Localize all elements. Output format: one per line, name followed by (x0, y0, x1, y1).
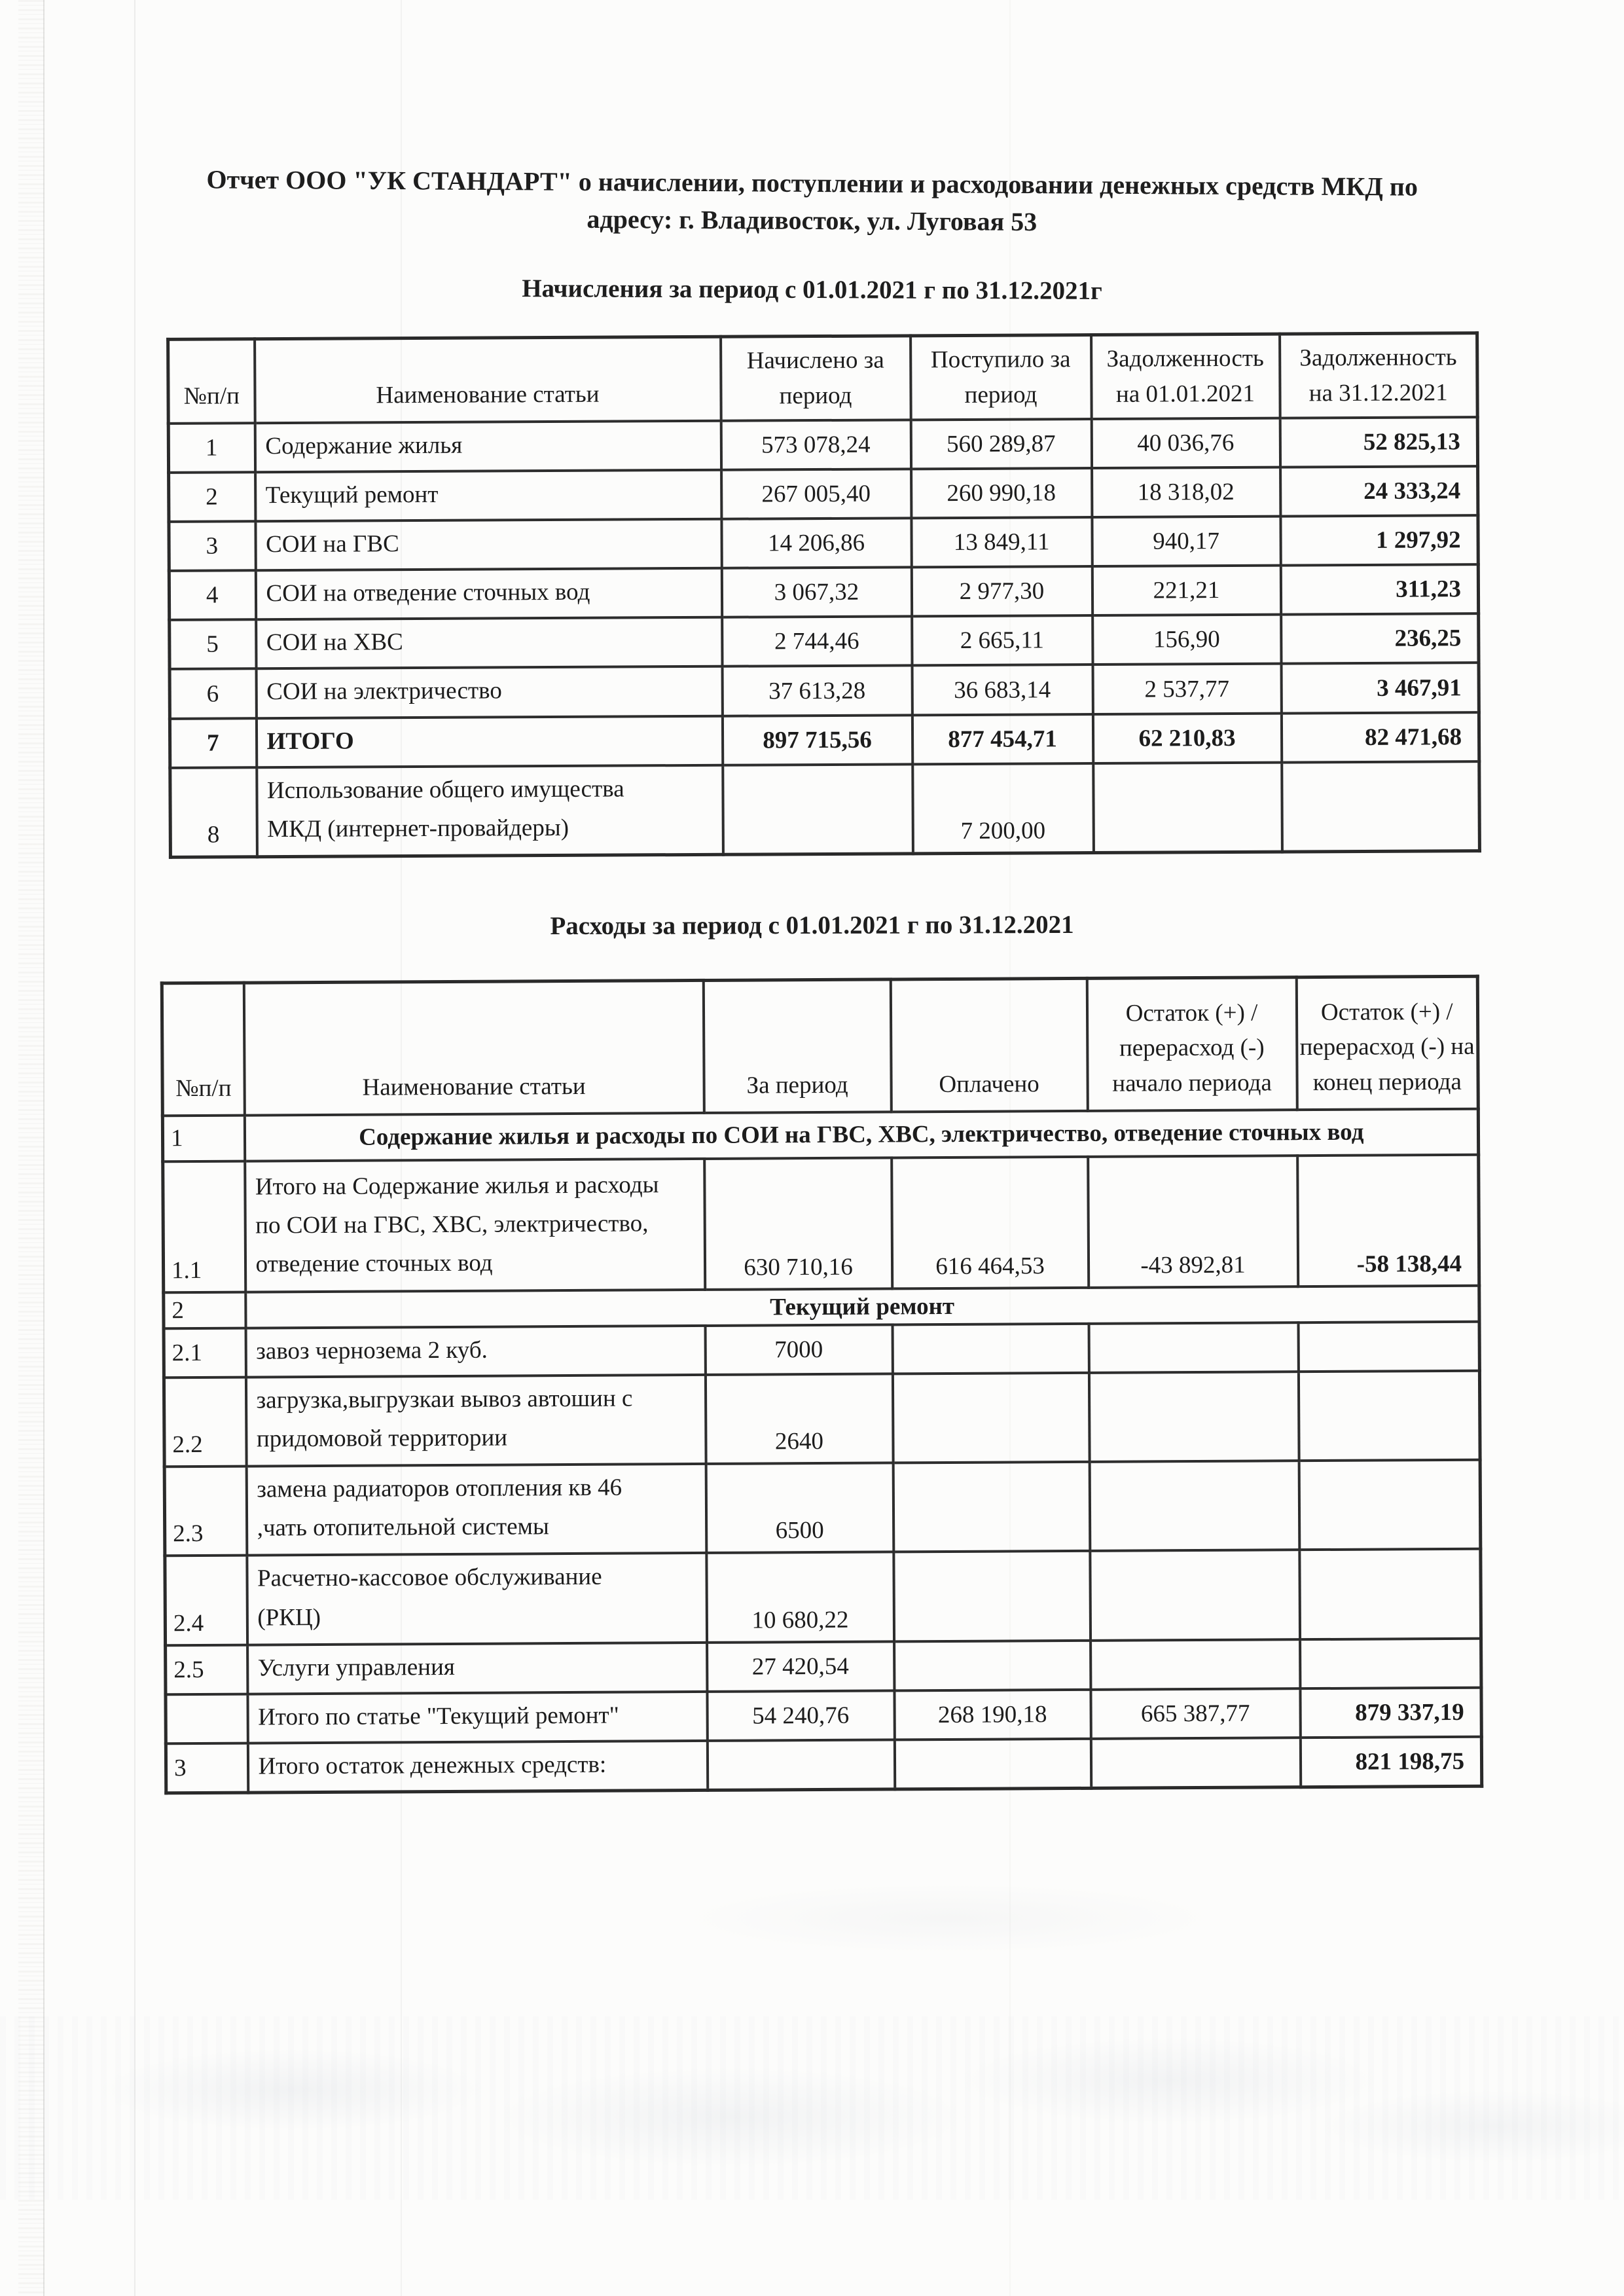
cell-received: 260 990,18 (911, 467, 1092, 518)
accruals-table (166, 331, 1481, 859)
accruals-header-row (168, 333, 1478, 423)
cell-item-name: загрузка,выгрузкаи вывоз автошин с придомовой территории (245, 1374, 706, 1466)
cell-balance-start (1091, 1738, 1300, 1788)
column-header-num: №п/п (168, 338, 255, 423)
table-row (166, 1638, 1481, 1694)
column-header-debt-end: Задолженность на 31.12.2021 (1280, 333, 1478, 417)
cell-row-number: 1.1 (163, 1161, 245, 1292)
table-row (164, 1370, 1480, 1467)
column-header-debt-start: Задолженность на 01.01.2021 (1091, 334, 1280, 418)
cell-item-name: Расчетно-кассовое обслуживание (РКЦ) (247, 1553, 707, 1645)
cell-paid (893, 1462, 1090, 1552)
cell-received: 2 665,11 (912, 615, 1092, 666)
accruals-section-title: Начисления за период с 01.01.2021 г по 31.12.2021г (522, 274, 1102, 305)
table-row (162, 1108, 1478, 1161)
table-row (163, 1154, 1479, 1292)
cell-row-number: 2 (164, 1292, 245, 1328)
cell-period (707, 1740, 894, 1790)
cell-balance-end (1298, 1370, 1480, 1461)
cell-balance-start: 665 387,77 (1091, 1688, 1300, 1739)
cell-row-number: 2.4 (165, 1556, 247, 1645)
cell-balance-start (1091, 1639, 1300, 1690)
cell-debt-start: 62 210,83 (1092, 713, 1281, 763)
cell-period: 2640 (705, 1374, 893, 1464)
cell-item-name: СОИ на ХВС (256, 617, 722, 669)
cell-item-name: Итого по статье "Текущий ремонт" (247, 1692, 707, 1743)
cell-item-name: СОИ на электричество (256, 666, 722, 718)
column-header-name: Наименование статьи (244, 980, 704, 1115)
table-row (165, 1549, 1481, 1645)
cell-row-number: 2.2 (164, 1377, 246, 1467)
cell-section-title: Содержание жилья и расходы по СОИ на ГВС, ХВС, электричество, отведение сточных вод (244, 1108, 1478, 1161)
table-row (170, 761, 1480, 858)
cell-balance-start (1090, 1550, 1300, 1640)
cell-row-number: 7 (170, 718, 256, 767)
cell-period: 630 710,16 (704, 1157, 892, 1289)
cell-paid: 268 190,18 (894, 1690, 1091, 1740)
cell-row-number: 3 (169, 521, 255, 571)
cell-accrued: 37 613,28 (722, 665, 912, 716)
table-row (166, 1737, 1481, 1793)
cell-received: 560 289,87 (911, 418, 1091, 469)
table-row (170, 663, 1479, 718)
cell-row-number: 3 (166, 1743, 247, 1793)
table-row (170, 712, 1479, 767)
column-header-accrued: Начислено за период (721, 335, 911, 420)
cell-debt-end: 1 297,92 (1280, 515, 1478, 566)
cell-accrued: 14 206,86 (721, 518, 911, 568)
cell-received: 13 849,11 (911, 517, 1092, 567)
column-header-paid: Оплачено (890, 978, 1087, 1112)
cell-row-number: 2.1 (164, 1328, 245, 1377)
cell-item-name: СОИ на ГВС (255, 519, 721, 570)
cell-balance-end (1300, 1638, 1481, 1688)
cell-item-name: ИТОГО (256, 716, 722, 767)
table-row (169, 564, 1478, 620)
cell-item-name: Текущий ремонт (255, 469, 721, 521)
cell-paid (894, 1739, 1091, 1789)
cell-period: 54 240,76 (707, 1690, 894, 1741)
cell-debt-start: 940,17 (1092, 516, 1280, 566)
cell-debt-start: 2 537,77 (1092, 664, 1281, 714)
table-row (164, 1321, 1479, 1377)
cell-debt-end: 236,25 (1281, 613, 1479, 664)
cell-row-number: 2 (169, 472, 255, 522)
cell-period: 6500 (706, 1463, 893, 1553)
cell-debt-start (1093, 762, 1282, 852)
scan-smudge-bottom (0, 2016, 1624, 2200)
cell-accrued: 3 067,32 (721, 567, 911, 617)
cell-paid: 616 464,53 (892, 1156, 1089, 1288)
cell-row-number: 1 (162, 1115, 244, 1161)
cell-balance-end: 879 337,19 (1300, 1688, 1481, 1738)
cell-balance-start: -43 892,81 (1088, 1155, 1298, 1287)
cell-balance-end (1299, 1460, 1481, 1550)
cell-row-number: 8 (170, 767, 257, 858)
cell-received: 7 200,00 (912, 763, 1094, 853)
cell-debt-start: 40 036,76 (1091, 418, 1280, 468)
cell-accrued: 2 744,46 (722, 616, 912, 666)
table-row (164, 1460, 1481, 1556)
cell-debt-end: 3 467,91 (1281, 663, 1479, 713)
cell-accrued (723, 764, 913, 854)
cell-debt-end: 24 333,24 (1280, 465, 1478, 516)
cell-paid (893, 1551, 1091, 1641)
cell-balance-start (1089, 1461, 1299, 1551)
cell-received: 2 977,30 (911, 566, 1092, 617)
column-header-received: Поступило за период (911, 335, 1092, 419)
cell-debt-end: 82 471,68 (1281, 712, 1479, 762)
cell-section-title: Текущий ремонт (245, 1285, 1479, 1328)
column-header-num: №п/п (162, 983, 244, 1116)
cell-row-number: 5 (170, 619, 256, 669)
cell-debt-start: 221,21 (1092, 565, 1280, 615)
expenses-header-row (162, 976, 1478, 1116)
cell-item-name: Итого на Содержание жилья и расходы по СОИ на ГВС, ХВС, электричество, отведение сточных вод (245, 1158, 705, 1292)
cell-row-number: 6 (170, 668, 256, 718)
expenses-section-title: Расходы за период с 01.01.2021 г по 31.12.2021 (550, 910, 1074, 940)
cell-item-name: СОИ на отведение сточных вод (255, 568, 721, 619)
table-row (168, 416, 1477, 472)
expenses-table (160, 975, 1483, 1795)
cell-row-number: 4 (169, 570, 255, 620)
cell-debt-start: 18 318,02 (1092, 467, 1280, 517)
table-row (170, 613, 1479, 669)
cell-row-number: 2.3 (164, 1466, 247, 1556)
cell-received: 877 454,71 (912, 714, 1092, 764)
cell-paid (892, 1372, 1089, 1463)
cell-debt-end: 52 825,13 (1280, 416, 1477, 467)
cell-balance-end: -58 138,44 (1297, 1154, 1479, 1286)
cell-row-number (166, 1694, 247, 1743)
cell-row-number: 2.5 (166, 1645, 247, 1694)
cell-balance-start (1089, 1322, 1298, 1372)
column-header-name: Наименование статьи (255, 337, 721, 422)
cell-debt-end: 311,23 (1280, 564, 1478, 615)
cell-paid (892, 1323, 1089, 1374)
cell-accrued: 573 078,24 (721, 419, 911, 469)
cell-accrued: 897 715,56 (722, 715, 912, 765)
table-row (164, 1285, 1479, 1328)
cell-period: 27 420,54 (707, 1641, 894, 1692)
table-row (166, 1688, 1481, 1744)
cell-item-name: Использование общего имущества МКД (интернет-провайдеры) (257, 765, 723, 856)
cell-received: 36 683,14 (912, 665, 1092, 715)
table-row (169, 515, 1478, 571)
cell-item-name: Услуги управления (247, 1643, 707, 1694)
cell-item-name: Итого остаток денежных средств: (247, 1741, 707, 1793)
column-header-balance-end: Остаток (+) / перерасход (-) на конец периода (1296, 976, 1478, 1109)
cell-balance-end: 821 198,75 (1300, 1737, 1481, 1787)
cell-period: 10 680,22 (706, 1552, 894, 1643)
cell-accrued: 267 005,40 (721, 469, 911, 519)
cell-debt-start: 156,90 (1092, 614, 1281, 665)
column-header-period: За период (703, 979, 891, 1112)
cell-row-number: 1 (168, 422, 255, 472)
cell-paid (894, 1640, 1091, 1690)
column-header-balance-start: Остаток (+) / перерасход (-) начало периода (1087, 977, 1297, 1110)
scan-smudge (589, 1879, 1309, 1958)
table-row (169, 465, 1478, 521)
cell-balance-end (1298, 1321, 1479, 1372)
cell-item-name: замена радиаторов отопления кв 46 ,чать отопительной системы (246, 1464, 706, 1556)
cell-balance-end (1299, 1549, 1481, 1639)
cell-debt-end (1282, 761, 1480, 852)
cell-item-name: завоз чернозема 2 куб. (245, 1325, 705, 1377)
cell-period: 7000 (705, 1324, 892, 1375)
cell-balance-start (1089, 1372, 1299, 1462)
cell-item-name: Содержание жилья (255, 420, 721, 472)
document-title: Отчет ООО "УК СТАНДАРТ" о начислении, поступлении и расходовании денежных средств МКД по адресу: г. Владивосток, ул. Луговая 53 (206, 164, 1418, 236)
